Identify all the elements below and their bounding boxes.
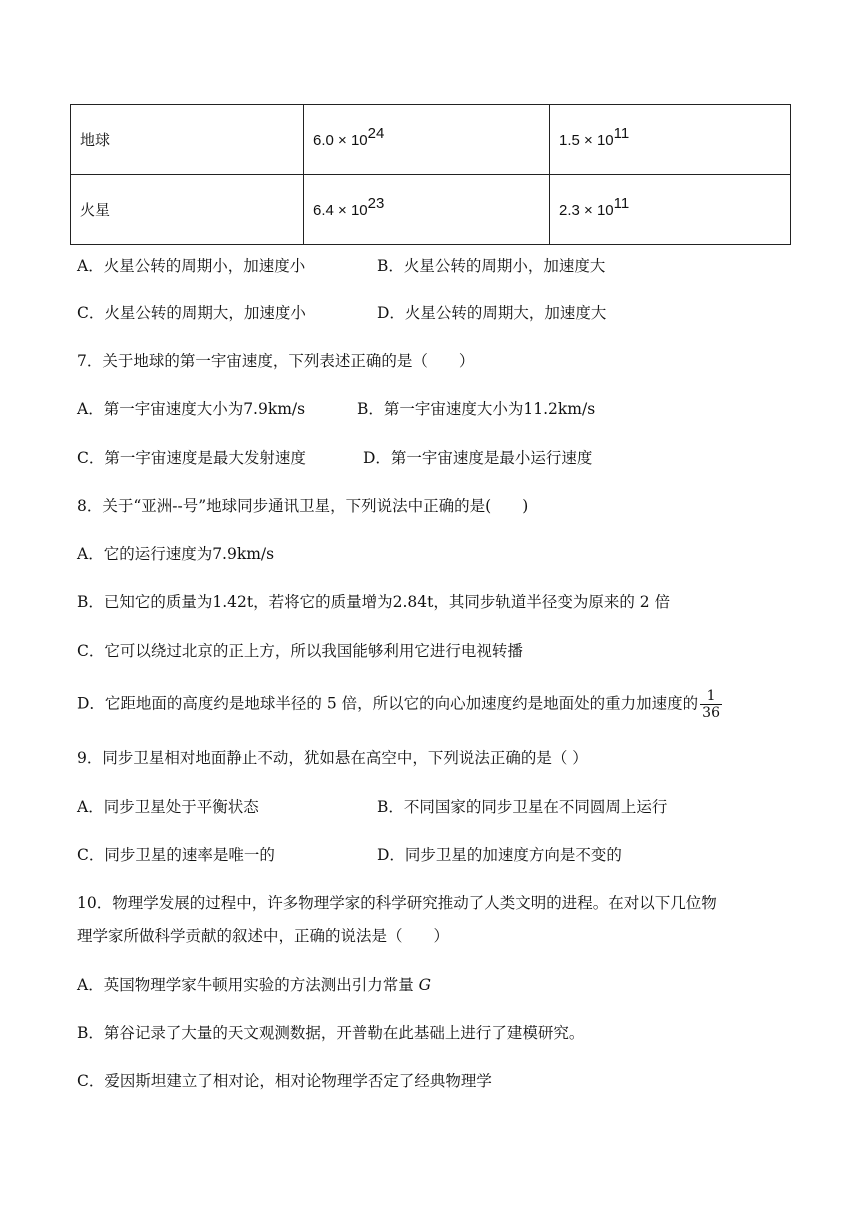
q7-option-d: D．第一宇宙速度是最小运行速度 <box>363 449 593 467</box>
distance-mantissa: 2.3 × 10 <box>559 201 614 219</box>
q6-option-d: D．火星公转的周期大，加速度大 <box>377 304 607 322</box>
mass-exponent: 24 <box>367 124 385 142</box>
q9-options-row1 <box>77 796 668 818</box>
q8-option-d-row <box>77 688 722 721</box>
q7-option-c: C．第一宇宙速度是最大发射速度 <box>77 449 306 467</box>
planet-distance-cell <box>550 105 791 175</box>
mass-exponent: 23 <box>367 194 385 212</box>
q9-stem: 9．同步卫星相对地面静止不动，犹如悬在高空中，下列说法正确的是（ ） <box>77 749 588 767</box>
q8-option-d: D．它距地面的高度约是地球半径的 5 倍，所以它的向心加速度约是地面处的重力加速度的 <box>77 694 699 713</box>
q8-option-c: C．它可以绕过北京的正上方，所以我国能够利用它进行电视转播 <box>77 642 523 660</box>
planet-name-cell: 火星 <box>71 175 304 245</box>
q7-option-b: B．第一宇宙速度大小为11.2km/s <box>357 400 596 418</box>
q7-option-a: A．第一宇宙速度大小为7.9km/s <box>77 400 306 418</box>
distance-mantissa: 1.5 × 10 <box>559 131 614 149</box>
q7-options-row1 <box>77 398 596 420</box>
q9-option-a: A．同步卫星处于平衡状态 <box>77 798 259 816</box>
q9-options-row2 <box>77 844 622 866</box>
q9-option-c: C．同步卫星的速率是唯一的 <box>77 846 275 864</box>
q9-option-b: B．不同国家的同步卫星在不同圆周上运行 <box>377 798 668 816</box>
q10-option-c: C．爱因斯坦建立了相对论，相对论物理学否定了经典物理学 <box>77 1072 492 1090</box>
q6-options-row2 <box>77 302 607 324</box>
distance-exponent: 11 <box>613 194 630 212</box>
planet-name-cell: 地球 <box>71 105 304 175</box>
mass-mantissa: 6.0 × 10 <box>313 131 368 149</box>
gravitational-constant-symbol: G <box>418 976 432 994</box>
table-row <box>71 105 791 175</box>
q10-option-a: A．英国物理学家牛顿用实验的方法测出引力常量 <box>77 976 414 994</box>
planet-mass-cell <box>304 105 550 175</box>
fraction-numerator: 1 <box>700 688 722 705</box>
fraction <box>700 688 722 721</box>
q6-options-row1 <box>77 255 606 277</box>
q6-option-c: C．火星公转的周期大，加速度小 <box>77 304 306 322</box>
q7-stem: 7．关于地球的第一宇宙速度，下列表述正确的是（ ） <box>77 352 475 370</box>
q7-options-row2 <box>77 447 593 469</box>
mass-mantissa: 6.4 × 10 <box>313 201 368 219</box>
distance-exponent: 11 <box>613 124 630 142</box>
q8-option-a: A．它的运行速度为7.9km/s <box>77 545 275 563</box>
q10-stem-line1: 10．物理学发展的过程中，许多物理学家的科学研究推动了人类文明的进程。在对以下几位物 <box>77 894 717 912</box>
q6-option-b: B．火星公转的周期小，加速度大 <box>377 257 606 275</box>
q9-option-d: D．同步卫星的加速度方向是不变的 <box>377 846 622 864</box>
planet-data-table <box>70 104 791 245</box>
q8-stem: 8．关于“亚洲--号”地球同步通讯卫星，下列说法中正确的是( ) <box>77 497 529 515</box>
q8-option-b: B．已知它的质量为1.42t，若将它的质量增为2.84t，其同步轨道半径变为原来的 2 倍 <box>77 593 671 611</box>
fraction-denominator: 36 <box>702 705 720 721</box>
q10-stem-line2: 理学家所做科学贡献的叙述中，正确的说法是（ ） <box>77 927 450 945</box>
q6-option-a: A．火星公转的周期小，加速度小 <box>77 257 306 275</box>
planet-distance-cell <box>550 175 791 245</box>
table-row <box>71 175 791 245</box>
planet-mass-cell <box>304 175 550 245</box>
q10-option-b: B．第谷记录了大量的天文观测数据，开普勒在此基础上进行了建模研究。 <box>77 1024 585 1042</box>
q10-option-a-row <box>77 974 431 996</box>
